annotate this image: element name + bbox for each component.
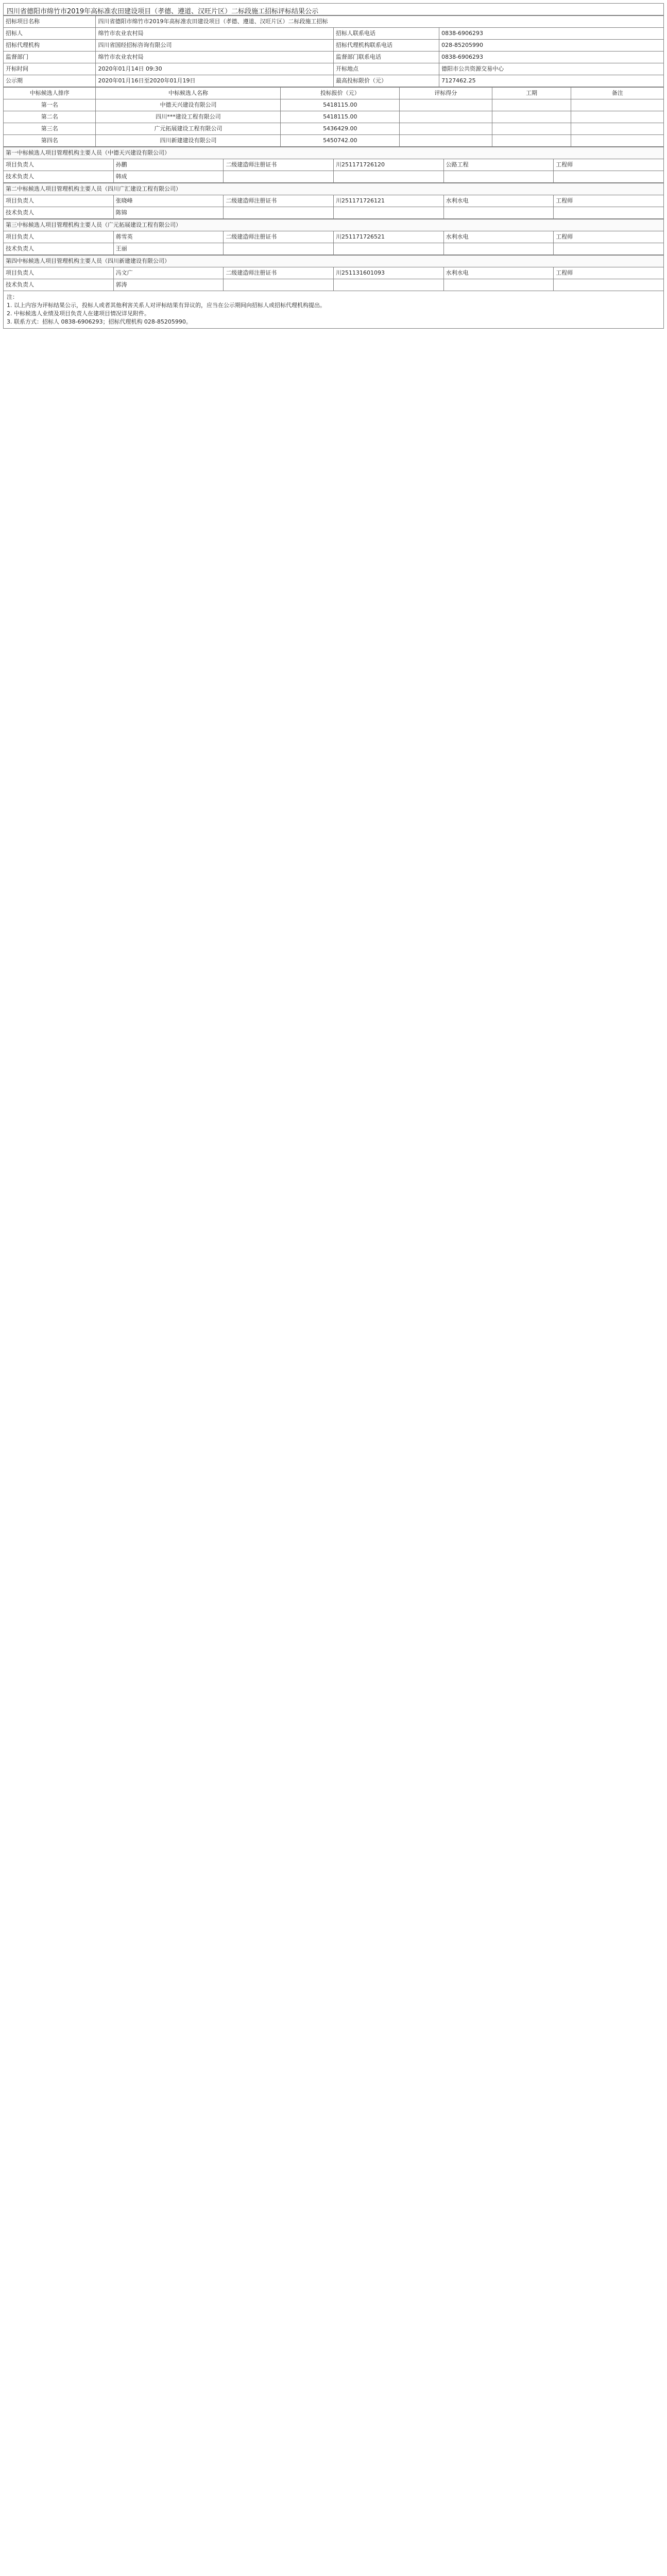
- personnel-row: [4, 267, 664, 279]
- personnel-cell: 二级建造师注册证书: [224, 195, 334, 207]
- personnel-cell: 技术负责人: [4, 243, 114, 255]
- personnel-cell: 项目负责人: [4, 231, 114, 243]
- label-max-price: 最高投标限价（元）: [333, 75, 439, 87]
- candidate-price: 5436429.00: [281, 123, 400, 135]
- personnel-cell: 水利水电: [443, 267, 554, 279]
- label-supervisor-contact: 监督部门联系电话: [333, 52, 439, 63]
- col-score: 评标得分: [400, 88, 492, 99]
- personnel-cell: [443, 171, 554, 183]
- personnel-cell: [554, 279, 664, 291]
- candidate-rank: 第四名: [4, 135, 96, 147]
- personnel-cell: [333, 243, 443, 255]
- personnel-cell: 孙鹏: [113, 159, 224, 171]
- notes-list: [7, 301, 660, 326]
- page-title: 四川省德阳市绵竹市2019年高标准农田建设项目（孝德、遵道、汉旺片区）二标段施工招标评标结果公示: [3, 3, 664, 15]
- note-item: 3. 联系方式：招标人 0838-6906293；招标代理机构 028-85205990。: [7, 318, 192, 325]
- candidate-note: [571, 135, 664, 147]
- personnel-row: [4, 279, 664, 291]
- label-supervisor: 监督部门: [4, 52, 96, 63]
- personnel-cell: 技术负责人: [4, 171, 114, 183]
- candidate-score: [400, 123, 492, 135]
- value-tender-name: 四川省德阳市绵竹市2019年高标准农田建设项目（孝德、遵道、汉旺片区）二标段施工招标: [96, 16, 664, 28]
- personnel-table: [3, 183, 664, 219]
- notes-block: [3, 291, 664, 329]
- personnel-cell: 川251171726120: [333, 159, 443, 171]
- sections-container: [3, 147, 664, 291]
- personnel-cell: [333, 279, 443, 291]
- personnel-cell: 川251131601093: [333, 267, 443, 279]
- section-heading: 第二中标候选人项目管理机构主要人员（四川广汇建设工程有限公司）: [4, 183, 664, 195]
- candidate-rank: 第三名: [4, 123, 96, 135]
- personnel-cell: [224, 279, 334, 291]
- value-tenderer-contact: 0838-6906293: [439, 28, 664, 40]
- personnel-cell: 陈锦: [113, 207, 224, 219]
- notes-heading: 注：: [7, 294, 18, 300]
- personnel-cell: [443, 207, 554, 219]
- col-note: 备注: [571, 88, 664, 99]
- personnel-table: [3, 255, 664, 291]
- candidate-duration: [492, 135, 571, 147]
- personnel-cell: [333, 207, 443, 219]
- candidate-duration: [492, 111, 571, 123]
- personnel-cell: [554, 171, 664, 183]
- personnel-row: [4, 243, 664, 255]
- personnel-cell: [554, 207, 664, 219]
- personnel-cell: 技术负责人: [4, 279, 114, 291]
- personnel-cell: 技术负责人: [4, 207, 114, 219]
- personnel-cell: 工程师: [554, 267, 664, 279]
- personnel-cell: 二级建造师注册证书: [224, 159, 334, 171]
- personnel-cell: 张晓峰: [113, 195, 224, 207]
- personnel-cell: [333, 171, 443, 183]
- col-price: 投标报价（元）: [281, 88, 400, 99]
- personnel-row: [4, 207, 664, 219]
- col-name: 中标候选人名称: [96, 88, 281, 99]
- personnel-cell: 工程师: [554, 195, 664, 207]
- personnel-cell: 蒋雪英: [113, 231, 224, 243]
- personnel-cell: 郭涛: [113, 279, 224, 291]
- candidate-price: 5418115.00: [281, 111, 400, 123]
- personnel-cell: 二级建造师注册证书: [224, 267, 334, 279]
- section-heading: 第三中标候选人项目管理机构主要人员（广元拓展建设工程有限公司）: [4, 219, 664, 231]
- personnel-cell: [224, 243, 334, 255]
- personnel-cell: 公路工程: [443, 159, 554, 171]
- label-agency: 招标代理机构: [4, 40, 96, 52]
- section-heading: 第四中标候选人项目管理机构主要人员（四川新建建设有限公司）: [4, 256, 664, 267]
- personnel-cell: 二级建造师注册证书: [224, 231, 334, 243]
- label-tenderer-contact: 招标人联系电话: [333, 28, 439, 40]
- personnel-cell: [443, 279, 554, 291]
- candidate-note: [571, 99, 664, 111]
- note-item: 2. 中标候选人业绩及项目负责人在建项目情况详见附件。: [7, 310, 150, 317]
- personnel-cell: 项目负责人: [4, 195, 114, 207]
- candidate-score: [400, 111, 492, 123]
- label-open-place: 开标地点: [333, 63, 439, 75]
- candidates-body: [4, 99, 664, 147]
- label-open-time: 开标时间: [4, 63, 96, 75]
- candidate-name: 广元拓展建设工程有限公司: [96, 123, 281, 135]
- personnel-cell: [224, 171, 334, 183]
- value-open-time: 2020年01月14日 09:30: [96, 63, 334, 75]
- col-duration: 工期: [492, 88, 571, 99]
- personnel-cell: 工程师: [554, 231, 664, 243]
- label-tender-name: 招标项目名称: [4, 16, 96, 28]
- candidate-row: [4, 135, 664, 147]
- personnel-cell: 王丽: [113, 243, 224, 255]
- value-open-place: 德阳市公共资源交易中心: [439, 63, 664, 75]
- personnel-cell: 项目负责人: [4, 159, 114, 171]
- value-agency: 四川省国经招标咨询有限公司: [96, 40, 334, 52]
- personnel-table: [3, 219, 664, 255]
- value-max-price: 7127462.25: [439, 75, 664, 87]
- candidate-name: 中德天兴建设有限公司: [96, 99, 281, 111]
- personnel-cell: 川251171726121: [333, 195, 443, 207]
- personnel-cell: [224, 207, 334, 219]
- candidate-row: [4, 99, 664, 111]
- col-rank: 中标候选人排序: [4, 88, 96, 99]
- label-tenderer: 招标人: [4, 28, 96, 40]
- candidate-rank: 第一名: [4, 99, 96, 111]
- label-agency-contact: 招标代理机构联系电话: [333, 40, 439, 52]
- candidates-table: [3, 87, 664, 147]
- candidate-name: 四川***建设工程有限公司: [96, 111, 281, 123]
- personnel-row: [4, 159, 664, 171]
- personnel-row: [4, 171, 664, 183]
- candidate-rank: 第二名: [4, 111, 96, 123]
- label-publicity: 公示期: [4, 75, 96, 87]
- personnel-cell: 水利水电: [443, 195, 554, 207]
- value-publicity: 2020年01月16日至2020年01月19日: [96, 75, 334, 87]
- candidate-note: [571, 123, 664, 135]
- personnel-cell: 韩成: [113, 171, 224, 183]
- candidate-row: [4, 111, 664, 123]
- candidate-name: 四川新建建设有限公司: [96, 135, 281, 147]
- candidate-row: [4, 123, 664, 135]
- personnel-cell: [554, 243, 664, 255]
- personnel-cell: 水利水电: [443, 231, 554, 243]
- candidate-score: [400, 99, 492, 111]
- value-supervisor-contact: 0838-6906293: [439, 52, 664, 63]
- note-item: 1. 以上内容为评标结果公示，投标人或者其他利害关系人对评标结果有异议的，应当在公示期间向招标人或招标代理机构提出。: [7, 302, 326, 309]
- personnel-row: [4, 231, 664, 243]
- header-table: [3, 15, 664, 87]
- value-supervisor: 绵竹市农业农村局: [96, 52, 334, 63]
- personnel-cell: [443, 243, 554, 255]
- candidate-score: [400, 135, 492, 147]
- value-agency-contact: 028-85205990: [439, 40, 664, 52]
- candidate-note: [571, 111, 664, 123]
- personnel-cell: 项目负责人: [4, 267, 114, 279]
- candidate-price: 5450742.00: [281, 135, 400, 147]
- personnel-cell: 川251171726521: [333, 231, 443, 243]
- candidate-price: 5418115.00: [281, 99, 400, 111]
- personnel-row: [4, 195, 664, 207]
- section-heading: 第一中标候选人项目管理机构主要人员（中德天兴建设有限公司）: [4, 147, 664, 159]
- personnel-cell: 工程师: [554, 159, 664, 171]
- personnel-cell: 冯文广: [113, 267, 224, 279]
- value-tenderer: 绵竹市农业农村局: [96, 28, 334, 40]
- personnel-table: [3, 147, 664, 183]
- candidate-duration: [492, 99, 571, 111]
- publicity-page: [3, 3, 664, 329]
- candidate-duration: [492, 123, 571, 135]
